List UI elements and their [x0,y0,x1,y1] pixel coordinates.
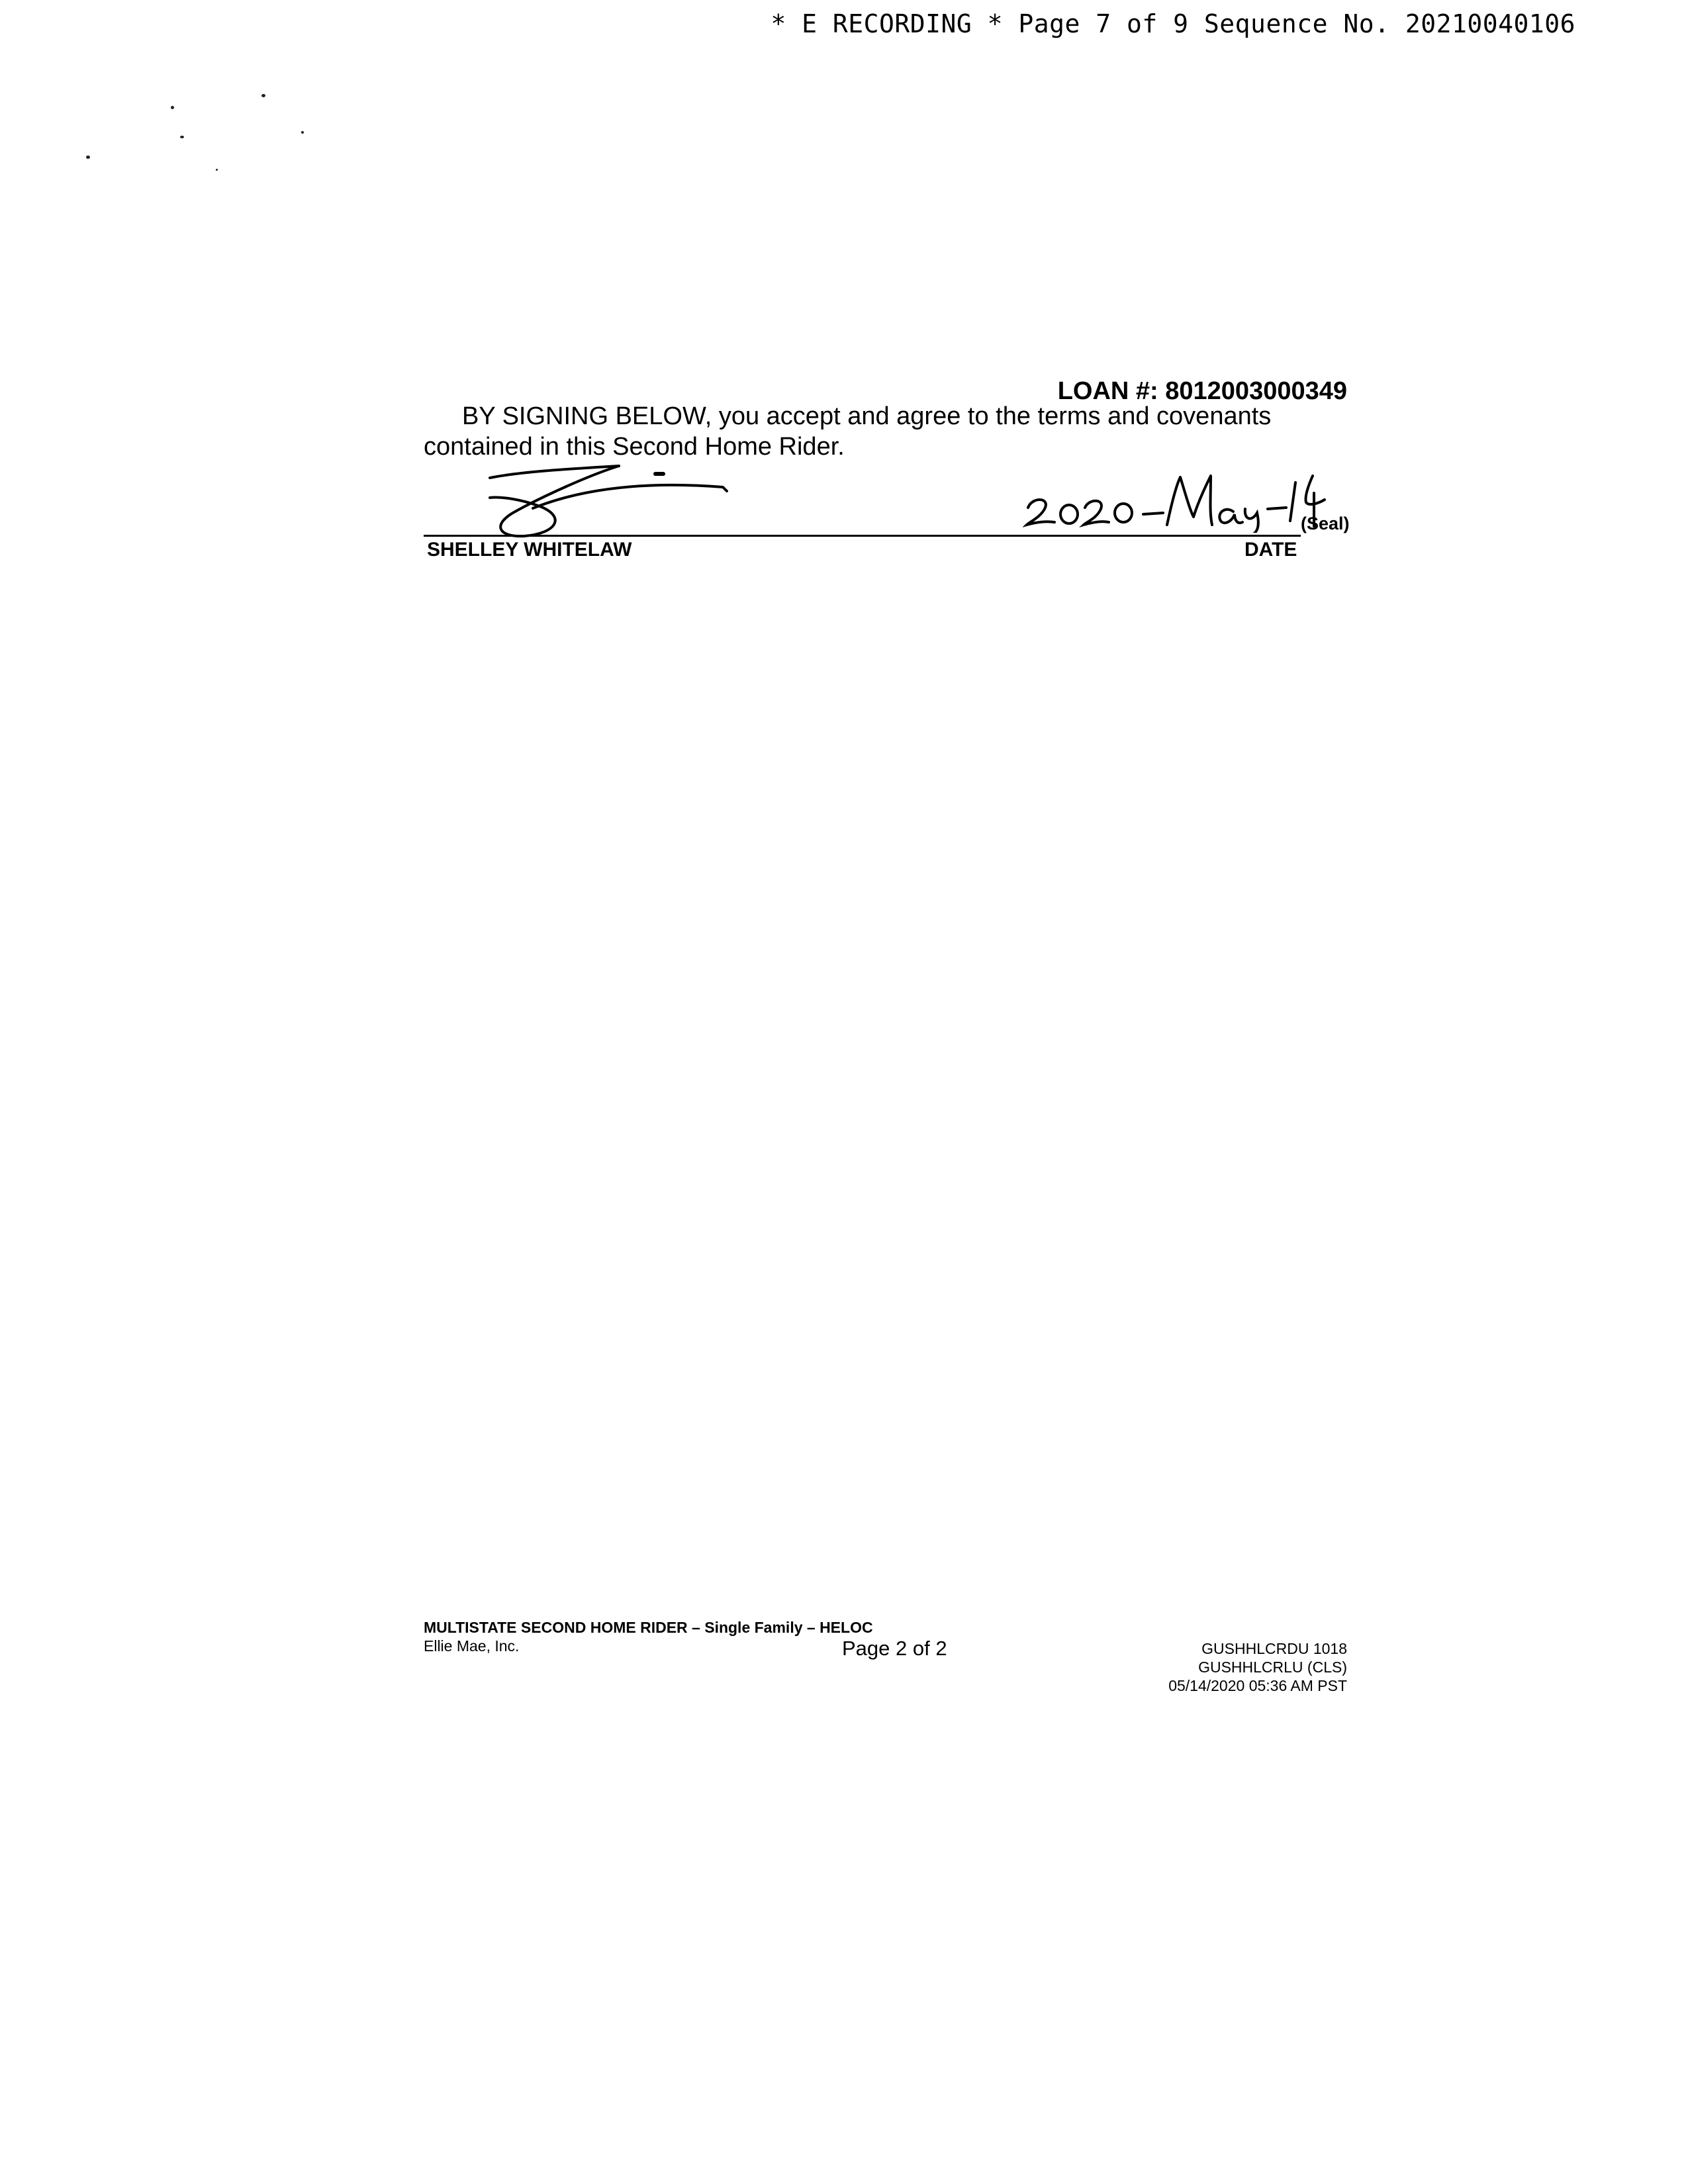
seal-label: (Seal) [1301,514,1350,533]
form-company: Ellie Mae, Inc. [424,1637,520,1655]
print-timestamp: 05/14/2020 05:36 AM PST [1168,1677,1347,1694]
date-label: DATE [1244,539,1297,561]
signer-name: SHELLEY WHITELAW [427,539,632,561]
page-number: Page 2 of 2 [842,1637,947,1660]
footer-form-info [424,1618,873,1655]
handwritten-signature [483,463,728,543]
loan-number: LOAN #: 8012003000349 [1057,377,1347,405]
handwritten-date [1023,453,1327,533]
signature-line [424,535,1301,537]
agreement-text: BY SIGNING BELOW, you accept and agree to the terms and covenants contained in this Second Home Rider. [424,402,1272,461]
form-code: GUSHHLCRLU (CLS) [1198,1659,1347,1676]
recording-header: * E RECORDING * Page 7 of 9 Sequence No. 20210040106 [771,9,1575,38]
form-title: MULTISTATE SECOND HOME RIDER – Single Family – HELOC [424,1619,873,1636]
form-code: GUSHHLCRDU 1018 [1201,1640,1347,1657]
footer-codes [1168,1639,1347,1695]
